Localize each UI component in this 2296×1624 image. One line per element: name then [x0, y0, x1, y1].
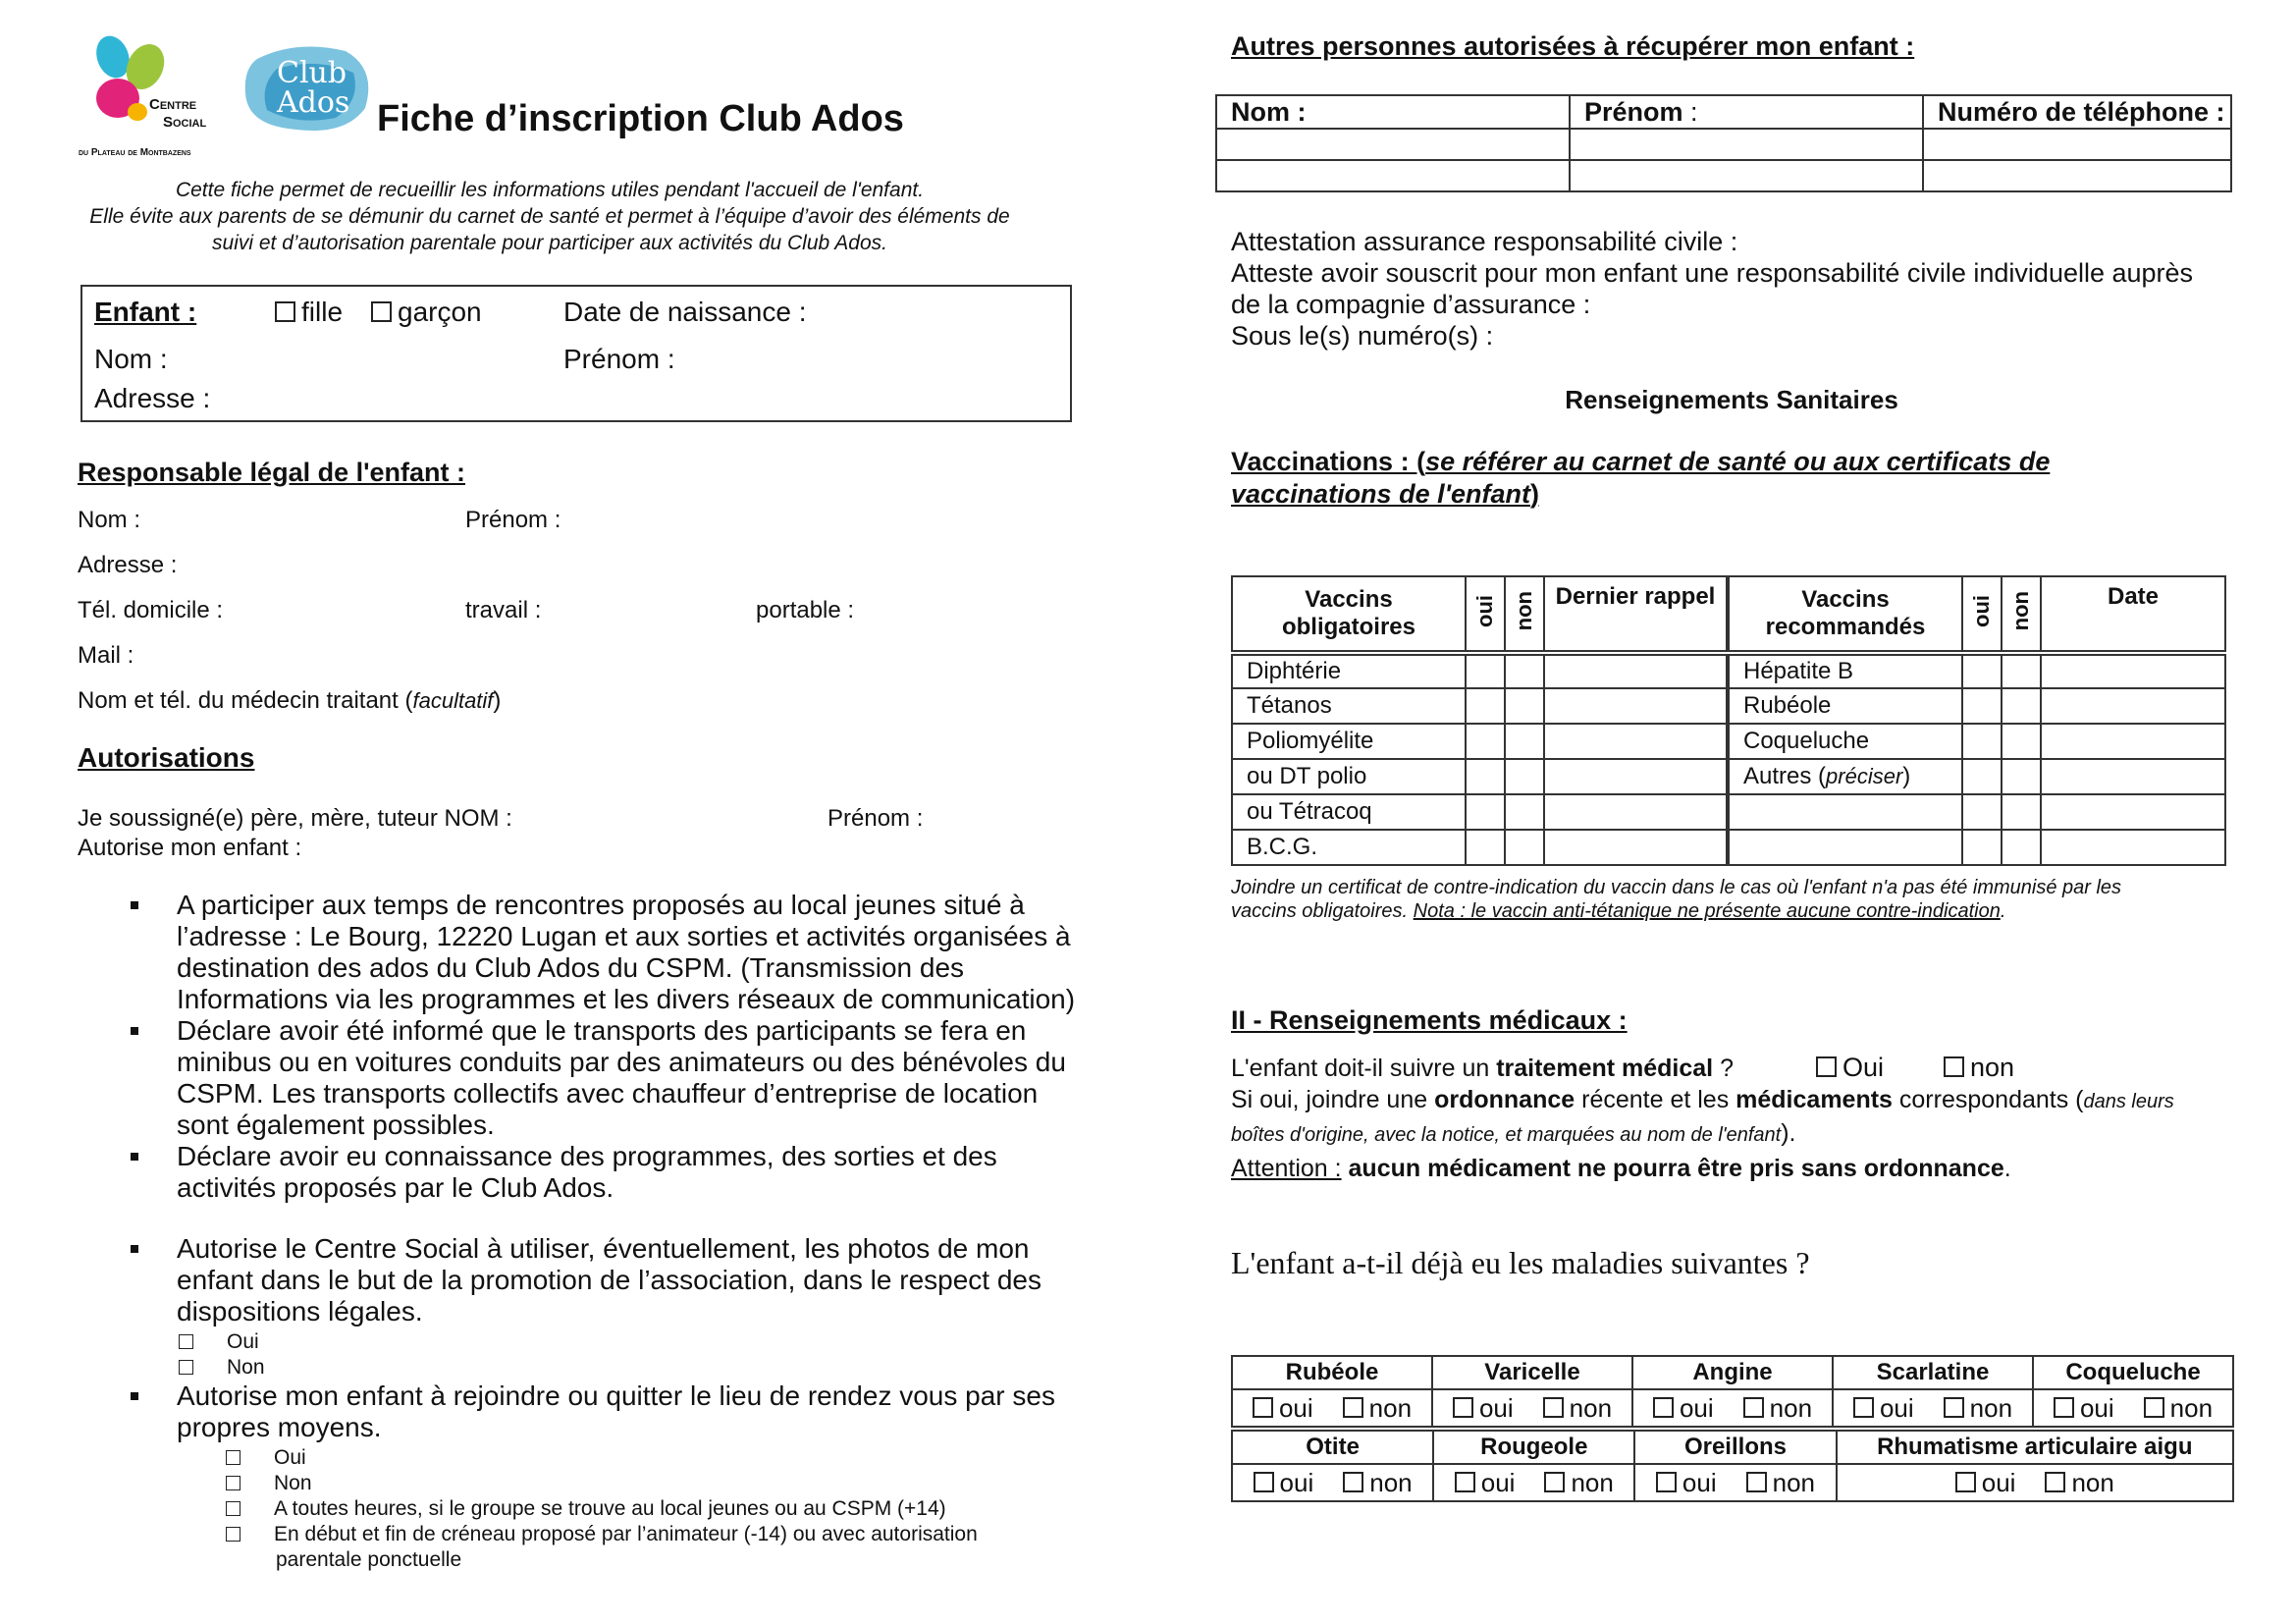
ordonnance-line — [1231, 1086, 2174, 1114]
other-nom-cell[interactable] — [1216, 160, 1570, 191]
b1-line-3: destination des ados du Club Ados du CSPM. (Transmission des — [177, 952, 965, 983]
child-adresse-field[interactable]: Adresse : — [94, 383, 211, 413]
maladie-oui-label: oui — [1480, 1467, 1516, 1497]
vaccine-name: B.C.G. — [1232, 830, 1466, 865]
logo-line-2: Social — [163, 114, 207, 131]
maladie-choice-cell — [1232, 1389, 1432, 1427]
l2-a: Si oui, joindre une — [1231, 1086, 1435, 1113]
vaccine-name: Rubéole — [1729, 688, 1962, 724]
vaccine-name: ou DT polio — [1232, 759, 1466, 794]
tel-travail-field[interactable]: travail : — [465, 597, 542, 623]
maladie-non-checkbox[interactable] — [2045, 1468, 2113, 1497]
vaccine-oui-cell[interactable] — [1466, 759, 1505, 794]
maladie-non-label: non — [2169, 1392, 2214, 1423]
vaccins-recommandes-table — [1728, 575, 2226, 866]
b4-line-2: enfant dans le but de la promotion de l’association, dans le respect des — [177, 1265, 1042, 1295]
vaccine-row — [1232, 653, 1727, 688]
maladie-oui-checkbox[interactable] — [1455, 1468, 1516, 1497]
guardian-adresse-field[interactable]: Adresse : — [78, 552, 178, 578]
maladie-oui-checkbox[interactable] — [1453, 1393, 1514, 1423]
maladie-choice-cell — [1232, 1464, 1433, 1501]
vaccine-non-cell[interactable] — [2002, 653, 2041, 688]
vaccine-row — [1729, 830, 2225, 865]
vaccine-row — [1729, 794, 2225, 830]
other-tel-cell[interactable] — [1923, 129, 2231, 160]
depart-creneau-checkbox[interactable] — [226, 1522, 1099, 1547]
vaccine-non-cell[interactable] — [1505, 830, 1544, 865]
vaccine-oui-cell[interactable] — [1962, 794, 2002, 830]
maladie-choice-cell — [1833, 1389, 2033, 1427]
vaccine-rappel-cell[interactable] — [1544, 653, 1727, 688]
maladie-name: Rubéole — [1232, 1356, 1432, 1389]
parent-nom-field[interactable]: Je soussigné(e) père, mère, tuteur NOM : — [78, 805, 512, 832]
assurance-line-2[interactable]: Atteste avoir souscrit pour mon enfant une responsabilité civile individuelle auprès — [1231, 258, 2194, 288]
maladie-non-checkbox[interactable] — [2144, 1393, 2213, 1423]
vaccine-row — [1232, 724, 1727, 759]
logo-line-1: Centre — [149, 96, 197, 113]
vaccine-non-cell[interactable] — [2002, 759, 2041, 794]
vaccine-rappel-cell[interactable] — [1544, 830, 1727, 865]
l2-b: ordonnance — [1434, 1086, 1575, 1113]
maladie-oui-checkbox[interactable] — [1853, 1393, 1914, 1423]
maladie-oui-checkbox[interactable] — [1955, 1468, 2016, 1497]
assurance-block — [1231, 226, 2193, 352]
depart-toutes-heures-label: A toutes heures, si le groupe se trouve au local jeunes ou au CSPM (+14) — [274, 1497, 946, 1520]
oblig-header — [1232, 576, 1466, 653]
vaccine-date-cell[interactable] — [2041, 653, 2225, 688]
photo-oui-label: Oui — [227, 1330, 259, 1353]
maladie-non-label: non — [2071, 1467, 2114, 1497]
vaccine-row — [1232, 759, 1727, 794]
traitement-oui-checkbox[interactable] — [1816, 1053, 1884, 1083]
maladie-non-checkbox[interactable] — [1746, 1468, 1815, 1497]
fille-checkbox[interactable] — [275, 297, 343, 328]
vaccine-row — [1232, 830, 1727, 865]
vaccine-oui-cell[interactable] — [1962, 724, 2002, 759]
medecin-close: ) — [493, 687, 502, 714]
b2-line-3: CSPM. Les transports collectifs avec chauffeur d’entreprise de location — [177, 1078, 1039, 1109]
vaccine-date-cell[interactable] — [2041, 724, 2225, 759]
vaccine-row — [1729, 724, 2225, 759]
intro-line-1: Cette fiche permet de recueillir les informations utiles pendant l'accueil de l'enfant. — [175, 179, 925, 201]
date-header: Date — [2041, 576, 2225, 653]
b4-line-3: dispositions légales. — [177, 1296, 423, 1326]
authorization-item-2 — [79, 1015, 1099, 1141]
autres-label: Autres ( — [1743, 763, 1827, 789]
b2-line-1: Déclare avoir été informé que le transports des participants se fera en — [177, 1015, 1027, 1046]
vaccine-oui-cell[interactable] — [1962, 830, 2002, 865]
vacc-title-b: se référer au carnet de santé ou aux certificats de — [1425, 447, 2051, 476]
intro-line-2: Elle évite aux parents de se démunir du carnet de santé et permet à l’équipe d’avoir des éléments de — [89, 205, 1010, 228]
vaccine-rappel-cell[interactable] — [1544, 759, 1727, 794]
vaccine-date-cell[interactable] — [2041, 759, 2225, 794]
maladie-oui-label: oui — [1478, 1392, 1514, 1423]
assurance-line-1: Attestation assurance responsabilité civile : — [1231, 227, 1738, 256]
rappel-header: Dernier rappel — [1544, 576, 1727, 653]
child-prenom-field[interactable]: Prénom : — [563, 344, 675, 374]
birth-date-field[interactable]: Date de naissance : — [563, 297, 807, 327]
non-header — [1505, 576, 1544, 653]
maladie-name: Oreillons — [1634, 1431, 1836, 1464]
maladie-oui-label: oui — [1879, 1392, 1914, 1423]
maladie-oui-label: oui — [1682, 1467, 1717, 1497]
maladie-oui-label: oui — [1981, 1467, 2016, 1497]
others-heading: Autres personnes autorisées à récupérer mon enfant : — [1231, 31, 1915, 61]
photo-non-label: Non — [227, 1356, 265, 1379]
vacc-title-a: Vaccinations : ( — [1231, 447, 1426, 476]
club-ados-logo-text: Club Ados — [277, 56, 350, 120]
maladie-name: Otite — [1232, 1431, 1433, 1464]
autorisations-heading: Autorisations — [78, 742, 255, 773]
note-line-2c: . — [2000, 900, 2006, 922]
preciser-label: préciser — [1826, 764, 1903, 788]
b1-line-1: A participer aux temps de rencontres proposés au local jeunes situé à — [177, 890, 1025, 920]
attention-line — [1231, 1155, 2011, 1183]
q1-c: ? — [1713, 1055, 1734, 1082]
maladie-name: Coqueluche — [2033, 1356, 2233, 1389]
authorization-item-1 — [79, 890, 1099, 1015]
intro-text — [59, 177, 1041, 256]
non-header-text: non — [2008, 591, 2033, 631]
vacc-title-d: ) — [1530, 479, 1540, 509]
vaccins-obligatoires-table — [1231, 575, 1728, 866]
traitement-non-label: non — [1970, 1053, 2015, 1082]
ordonnance-line-2 — [1231, 1119, 1796, 1148]
depart-non-label: Non — [274, 1472, 312, 1494]
depart-oui-checkbox[interactable] — [226, 1445, 1099, 1471]
preciser-close: ) — [1902, 763, 1911, 789]
vaccine-row — [1729, 688, 2225, 724]
b1-line-2: l’adresse : Le Bourg, 12220 Lugan et aux sorties et activités organisées à — [177, 921, 1071, 951]
club-ados-logo — [238, 39, 377, 137]
maladie-choice-cell — [1634, 1464, 1836, 1501]
non-header-text: non — [1512, 591, 1536, 631]
l2-d: médicaments — [1735, 1086, 1893, 1113]
vaccine-date-cell[interactable] — [2041, 688, 2225, 724]
q1-b: traitement médical — [1496, 1055, 1714, 1082]
vaccine-name: Poliomyélite — [1232, 724, 1466, 759]
b5-line-1: Autorise mon enfant à rejoindre ou quitter le lieu de rendez vous par ses — [177, 1380, 1055, 1411]
vaccine-oui-cell[interactable] — [1466, 794, 1505, 830]
b3-line-2: activités proposés par le Club Ados. — [177, 1172, 614, 1203]
col-prenom-header — [1570, 95, 1923, 129]
mail-field[interactable]: Mail : — [78, 642, 134, 669]
assurance-line-3[interactable]: de la compagnie d’assurance : — [1231, 290, 1591, 319]
maladie-oui-label: oui — [1679, 1392, 1714, 1423]
l3-b: ). — [1781, 1119, 1796, 1147]
oblig-header-1: Vaccins — [1305, 586, 1393, 613]
photo-oui-checkbox[interactable] — [179, 1329, 1099, 1355]
maladie-oui-checkbox[interactable] — [1653, 1393, 1714, 1423]
maladie-oui-label: oui — [1278, 1392, 1313, 1423]
b2-line-4: sont également possibles. — [177, 1110, 495, 1140]
traitement-non-checkbox[interactable] — [1944, 1053, 2014, 1083]
maladie-choice-cell — [1433, 1464, 1634, 1501]
non-header — [2002, 576, 2041, 653]
maladie-non-label: non — [1969, 1392, 2013, 1423]
child-nom-field[interactable]: Nom : — [94, 344, 168, 374]
vaccine-row — [1729, 653, 2225, 688]
col-nom-header: Nom : — [1216, 95, 1570, 129]
oui-header — [1466, 576, 1505, 653]
traitement-question — [1231, 1055, 1734, 1083]
guardian-prenom-field[interactable]: Prénom : — [465, 507, 561, 533]
maladie-non-label: non — [1571, 1467, 1614, 1497]
vacc-title-c: vaccinations de l'enfant — [1231, 479, 1531, 509]
recom-header-1: Vaccins — [1801, 586, 1890, 613]
note-line-2a: vaccins obligatoires. — [1231, 900, 1409, 922]
maladies-table-2 — [1231, 1430, 2234, 1502]
centre-social-logo — [79, 27, 216, 165]
garcon-checkbox[interactable] — [371, 297, 482, 328]
vaccine-oui-cell[interactable] — [1962, 688, 2002, 724]
maladie-non-label: non — [1369, 1467, 1413, 1497]
maladie-non-label: non — [1769, 1392, 1813, 1423]
other-tel-cell[interactable] — [1923, 160, 2231, 191]
maladie-oui-checkbox[interactable] — [1253, 1393, 1313, 1423]
medecin-field[interactable] — [78, 687, 501, 715]
l3-a: boîtes d'origine, avec la notice, et marquées au nom de l'enfant — [1231, 1124, 1782, 1146]
l2-e: correspondants ( — [1892, 1086, 2084, 1113]
vaccine-name — [1729, 794, 1962, 830]
note-line-1: Joindre un certificat de contre-indication du vaccin dans le cas où l'enfant n'a pas été immunisé par les — [1231, 877, 2122, 898]
maladie-name: Angine — [1632, 1356, 1833, 1389]
vaccine-row — [1729, 759, 2225, 794]
vaccinations-heading — [1231, 446, 2213, 511]
recom-header-2: recommandés — [1765, 614, 1926, 640]
vaccine-non-cell[interactable] — [1505, 794, 1544, 830]
authorization-item-4 — [79, 1233, 1099, 1380]
depart-creneau-label-2: parentale ponctuelle — [276, 1548, 462, 1571]
vaccine-non-cell[interactable] — [2002, 724, 2041, 759]
maladie-non-checkbox[interactable] — [1743, 1393, 1812, 1423]
vaccine-non-cell[interactable] — [1505, 759, 1544, 794]
vaccine-name: Hépatite B — [1729, 653, 1962, 688]
facultatif-label: facultatif — [412, 688, 494, 713]
child-label: Enfant : — [94, 297, 197, 327]
vaccine-oui-cell[interactable] — [1466, 688, 1505, 724]
authorization-item-3 — [79, 1141, 1099, 1204]
maladies-question: L'enfant a-t-il déjà eu les maladies suivantes ? — [1231, 1245, 1810, 1280]
vaccine-non-cell[interactable] — [1505, 724, 1544, 759]
oui-header-text: oui — [1472, 595, 1497, 627]
vaccine-name: Coqueluche — [1729, 724, 1962, 759]
oblig-header-2: obligatoires — [1281, 614, 1416, 640]
maladie-oui-checkbox[interactable] — [1656, 1468, 1717, 1497]
maladie-name: Rhumatisme articulaire aigu — [1837, 1431, 2233, 1464]
autorise-line: Autorise mon enfant : — [78, 835, 302, 861]
vaccine-name: Diphtérie — [1232, 653, 1466, 688]
traitement-oui-label: Oui — [1842, 1053, 1885, 1082]
att-b: aucun médicament ne pourra être pris sans ordonnance — [1341, 1155, 2004, 1182]
depart-toutes-heures-checkbox[interactable] — [226, 1496, 1099, 1522]
medical-heading: II - Renseignements médicaux : — [1231, 1005, 1628, 1035]
vaccine-oui-cell[interactable] — [1962, 653, 2002, 688]
maladie-name: Scarlatine — [1833, 1356, 2033, 1389]
col-tel-header: Numéro de téléphone : — [1923, 95, 2231, 129]
maladie-oui-checkbox[interactable] — [2054, 1393, 2114, 1423]
assurance-line-4[interactable]: Sous le(s) numéro(s) : — [1231, 321, 1494, 351]
authorization-item-5 — [79, 1380, 1099, 1573]
medecin-label: Nom et tél. du médecin traitant ( — [78, 687, 413, 714]
guardian-nom-field[interactable]: Nom : — [78, 507, 141, 533]
maladie-name: Varicelle — [1432, 1356, 1632, 1389]
l2-c: récente et les — [1575, 1086, 1736, 1113]
logo-line-3: du Plateau de Montbazens — [79, 147, 191, 158]
fille-label: fille — [301, 297, 344, 327]
vaccine-non-cell[interactable] — [2002, 794, 2041, 830]
b5-line-2: propres moyens. — [177, 1412, 382, 1442]
sanitaires-heading: Renseignements Sanitaires — [1565, 385, 1898, 414]
garcon-label: garçon — [398, 297, 482, 327]
maladie-non-checkbox[interactable] — [1343, 1393, 1412, 1423]
vaccine-date-cell[interactable] — [2041, 794, 2225, 830]
vaccine-rappel-cell[interactable] — [1544, 724, 1727, 759]
vaccine-row — [1232, 688, 1727, 724]
vaccine-non-cell[interactable] — [1505, 688, 1544, 724]
vaccine-name: ou Tétracoq — [1232, 794, 1466, 830]
b3-line-1: Déclare avoir eu connaissance des programmes, des sorties et des — [177, 1141, 997, 1171]
parent-prenom-field[interactable]: Prénom : — [828, 805, 924, 832]
tel-portable-field[interactable]: portable : — [756, 597, 855, 623]
authorization-list — [79, 890, 1099, 1573]
att-c: . — [2003, 1155, 2011, 1182]
vaccine-note — [1231, 876, 2252, 923]
depart-creneau-label: En début et fin de créneau proposé par l’animateur (-14) ou avec autorisation — [274, 1523, 978, 1545]
depart-oui-label: Oui — [274, 1446, 306, 1469]
q1-a: L'enfant doit-il suivre un — [1231, 1055, 1497, 1082]
maladie-non-label: non — [1569, 1392, 1613, 1423]
others-table — [1215, 94, 2232, 192]
maladies-table-1 — [1231, 1355, 2234, 1428]
note-line-2b: Nota : le vaccin anti-tétanique ne présente aucune contre-indication — [1413, 900, 2001, 922]
att-a: Attention : — [1231, 1155, 1342, 1182]
page-title: Fiche d’inscription Club Ados — [377, 98, 904, 139]
maladie-non-checkbox[interactable] — [1544, 1468, 1613, 1497]
b1-line-4: Informations via les programmes et les divers réseaux de communication) — [177, 984, 1076, 1014]
maladie-non-checkbox[interactable] — [1543, 1393, 1612, 1423]
vaccine-rappel-cell[interactable] — [1544, 794, 1727, 830]
maladie-name: Rougeole — [1433, 1431, 1634, 1464]
photo-non-checkbox[interactable] — [179, 1355, 1099, 1380]
vaccine-oui-cell[interactable] — [1466, 724, 1505, 759]
maladie-choice-cell — [2033, 1389, 2233, 1427]
recom-header — [1729, 576, 1962, 653]
oui-header-text: oui — [1969, 595, 1994, 627]
col-prenom-colon: : — [1682, 96, 1698, 127]
tel-domicile-field[interactable]: Tél. domicile : — [78, 597, 224, 623]
other-prenom-cell[interactable] — [1570, 129, 1923, 160]
maladie-choice-cell — [1837, 1464, 2233, 1501]
maladie-oui-checkbox[interactable] — [1254, 1468, 1314, 1497]
intro-line-3: suivi et d’autorisation parentale pour participer aux activités du Club Ados. — [212, 232, 887, 254]
vaccine-non-cell[interactable] — [2002, 688, 2041, 724]
b4-line-1: Autorise le Centre Social à utiliser, éventuellement, les photos de mon — [177, 1233, 1030, 1264]
other-nom-cell[interactable] — [1216, 129, 1570, 160]
vaccine-row — [1232, 794, 1727, 830]
vaccine-oui-cell[interactable] — [1466, 830, 1505, 865]
maladie-choice-cell — [1432, 1389, 1632, 1427]
oui-header — [1962, 576, 2002, 653]
vaccine-rappel-cell[interactable] — [1544, 688, 1727, 724]
vaccine-date-cell[interactable] — [2041, 830, 2225, 865]
col-prenom-text: Prénom — [1584, 96, 1683, 127]
maladie-non-label: non — [1368, 1392, 1413, 1423]
maladie-non-checkbox[interactable] — [1343, 1468, 1412, 1497]
vaccine-non-cell[interactable] — [1505, 653, 1544, 688]
l2-f: dans leurs — [2083, 1091, 2174, 1112]
guardian-heading: Responsable légal de l'enfant : — [78, 458, 466, 487]
vaccine-name: Tétanos — [1232, 688, 1466, 724]
b2-line-2: minibus ou en voitures conduits par des animateurs ou des bénévoles du — [177, 1047, 1066, 1077]
vaccine-name — [1729, 830, 1962, 865]
vaccine-oui-cell[interactable] — [1962, 759, 2002, 794]
maladie-oui-label: oui — [2079, 1392, 2114, 1423]
vaccine-oui-cell[interactable] — [1466, 653, 1505, 688]
maladie-non-label: non — [1772, 1467, 1816, 1497]
depart-non-checkbox[interactable] — [226, 1471, 1099, 1496]
child-box — [80, 285, 1072, 422]
maladie-oui-label: oui — [1279, 1467, 1314, 1497]
other-prenom-cell[interactable] — [1570, 160, 1923, 191]
vaccine-non-cell[interactable] — [2002, 830, 2041, 865]
maladie-choice-cell — [1632, 1389, 1833, 1427]
maladie-non-checkbox[interactable] — [1944, 1393, 2012, 1423]
vaccine-name — [1729, 759, 1962, 794]
